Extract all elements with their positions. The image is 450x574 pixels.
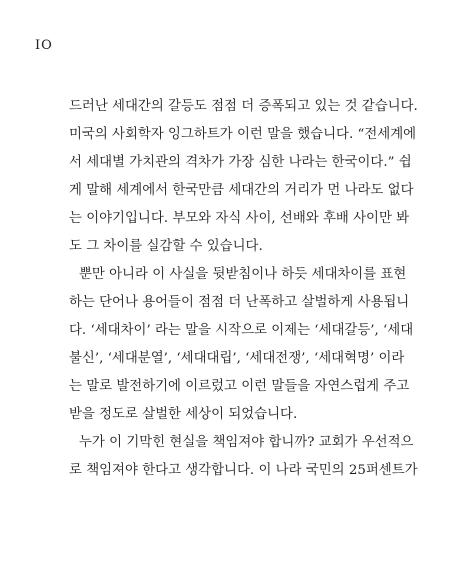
text-line: 불신’, ‘세대분열’, ‘세대대립’, ‘세대전쟁’, ‘세대혁명’ 이라 xyxy=(69,351,405,366)
page-number: IO xyxy=(35,38,53,53)
text-line: 서 세대별 가치관의 격차가 가장 심한 나라는 한국이다.” 쉽 xyxy=(69,155,412,170)
text-line: 는 이야기입니다. 부모와 자식 사이, 선배와 후배 사이만 봐 xyxy=(69,211,410,226)
text-line: 도 그 차이를 실감할 수 있습니다. xyxy=(69,239,263,254)
text-line: 는 말로 발전하기에 이르렀고 이런 말들을 자연스럽게 주고 xyxy=(69,379,410,394)
text-line: 받을 정도로 살벌한 세상이 되었습니다. xyxy=(69,407,298,422)
paragraph-start-line: 뿐만 아니라 이 사실을 뒷받침이나 하듯 세대차이를 표현 xyxy=(79,267,407,282)
text-line: 미국의 사회학자 잉그하트가 이런 말을 했습니다. “전세계에 xyxy=(69,127,417,142)
text-line: 로 책임져야 한다고 생각합니다. 이 나라 국민의 25퍼센트가 xyxy=(69,463,418,478)
text-line: 드러난 세대간의 갈등도 점점 더 증폭되고 있는 것 같습니다. xyxy=(69,99,418,114)
text-line: 하는 단어나 용어들이 점점 더 난폭하고 살벌하게 사용됩니 xyxy=(69,295,410,310)
paragraph-start-line: 누가 이 기막힌 현실을 책임져야 합니까? 교회가 우선적으 xyxy=(79,435,414,450)
text-line: 게 말해 세계에서 한국만큼 세대간의 거리가 먼 나라도 없다 xyxy=(69,183,414,198)
text-line: 다. ‘세대차이’ 라는 말을 시작으로 이제는 ‘세대갈등’, ‘세대 xyxy=(69,323,414,338)
